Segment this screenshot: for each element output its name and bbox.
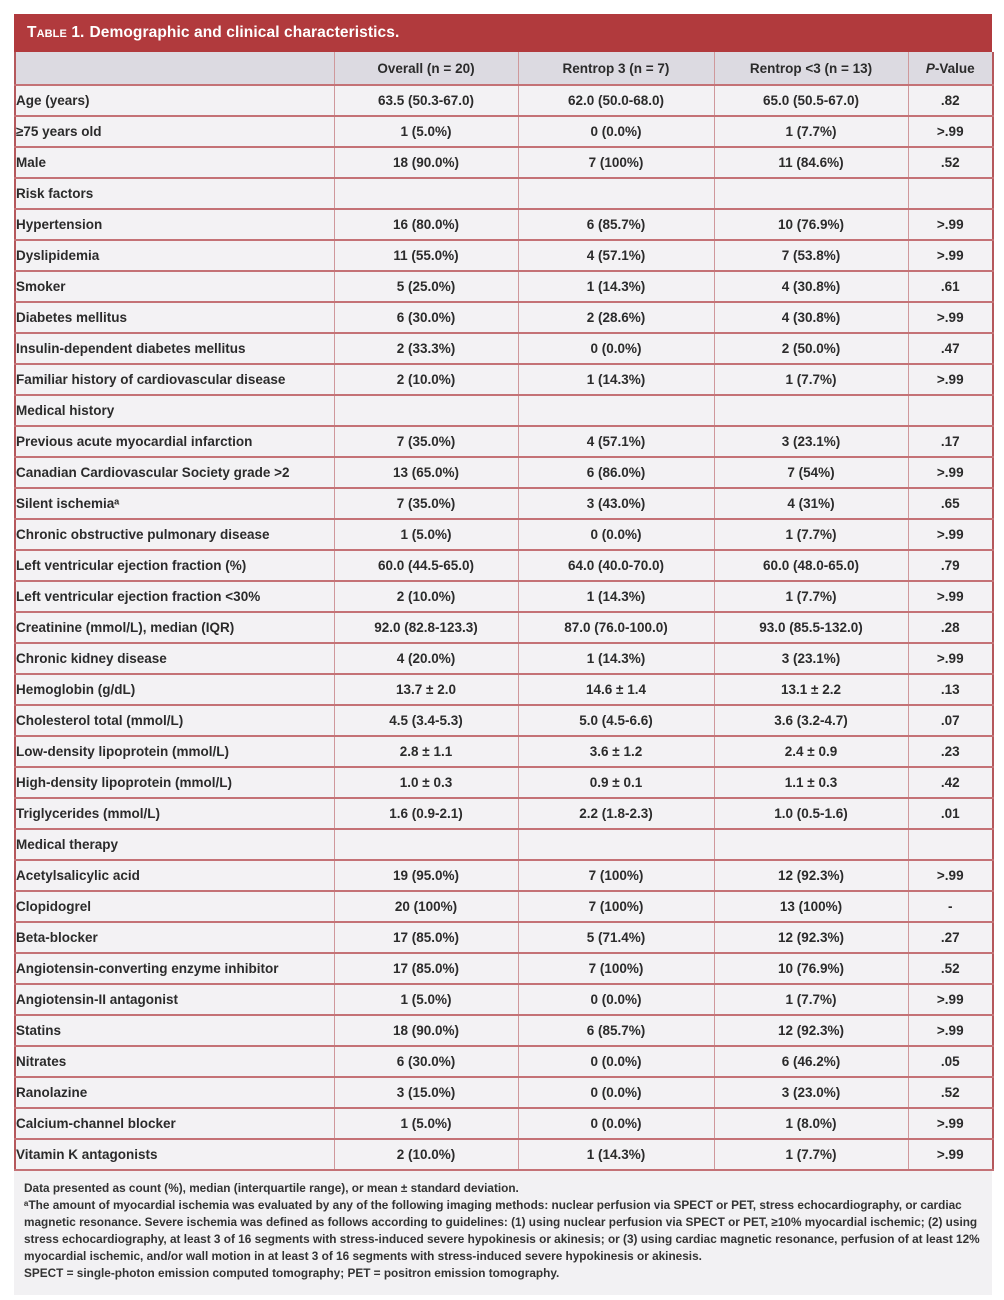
row-label: Vitamin K antagonists [15, 1139, 334, 1170]
cell-rentrop-lt3 [714, 395, 908, 426]
cell-pvalue: >.99 [908, 581, 993, 612]
cell-rentrop3: 1 (14.3%) [518, 581, 714, 612]
cell-rentrop-lt3: 10 (76.9%) [714, 209, 908, 240]
row-label: Angiotensin-converting enzyme inhibitor [15, 953, 334, 984]
cell-overall: 20 (100%) [334, 891, 518, 922]
cell-rentrop3: 0 (0.0%) [518, 1077, 714, 1108]
cell-overall: 7 (35.0%) [334, 488, 518, 519]
cell-pvalue: .42 [908, 767, 993, 798]
table-row [15, 116, 993, 147]
table-row [15, 333, 993, 364]
table-row [15, 922, 993, 953]
row-label: Male [15, 147, 334, 178]
table-row [15, 519, 993, 550]
row-label: Nitrates [15, 1046, 334, 1077]
cell-rentrop3 [518, 178, 714, 209]
cell-rentrop3: 0 (0.0%) [518, 1108, 714, 1139]
row-label: Chronic obstructive pulmonary disease [15, 519, 334, 550]
cell-pvalue: .52 [908, 1077, 993, 1108]
cell-overall: 18 (90.0%) [334, 147, 518, 178]
table-row [15, 457, 993, 488]
table-row [15, 209, 993, 240]
cell-overall: 1.6 (0.9-2.1) [334, 798, 518, 829]
table-row [15, 1046, 993, 1077]
cell-overall: 1 (5.0%) [334, 984, 518, 1015]
cell-overall: 6 (30.0%) [334, 1046, 518, 1077]
table-row [15, 302, 993, 333]
cell-overall: 13.7 ± 2.0 [334, 674, 518, 705]
table-title-bar [14, 14, 992, 52]
cell-overall: 92.0 (82.8-123.3) [334, 612, 518, 643]
cell-overall: 5 (25.0%) [334, 271, 518, 302]
cell-rentrop-lt3: 11 (84.6%) [714, 147, 908, 178]
table-row [15, 736, 993, 767]
table-row [15, 364, 993, 395]
column-header-rentrop-lt3: Rentrop <3 (n = 13) [714, 52, 908, 85]
cell-overall: 2 (10.0%) [334, 364, 518, 395]
cell-rentrop-lt3: 3 (23.1%) [714, 643, 908, 674]
cell-pvalue: .47 [908, 333, 993, 364]
cell-pvalue: .07 [908, 705, 993, 736]
cell-rentrop-lt3: 12 (92.3%) [714, 860, 908, 891]
pvalue-rest: -Value [934, 60, 975, 76]
cell-rentrop3: 7 (100%) [518, 860, 714, 891]
table-row [15, 426, 993, 457]
cell-rentrop-lt3: 2 (50.0%) [714, 333, 908, 364]
cell-rentrop3: 3 (43.0%) [518, 488, 714, 519]
cell-pvalue [908, 178, 993, 209]
cell-pvalue: .27 [908, 922, 993, 953]
cell-pvalue: >.99 [908, 1015, 993, 1046]
cell-rentrop3 [518, 395, 714, 426]
row-label: Dyslipidemia [15, 240, 334, 271]
cell-pvalue: .61 [908, 271, 993, 302]
cell-rentrop-lt3: 6 (46.2%) [714, 1046, 908, 1077]
cell-rentrop3: 62.0 (50.0-68.0) [518, 85, 714, 116]
cell-pvalue: >.99 [908, 116, 993, 147]
cell-rentrop-lt3 [714, 178, 908, 209]
table-title-text: Demographic and clinical characteristics. [89, 24, 400, 41]
table-row [15, 147, 993, 178]
footnote-abbreviations: SPECT = single-photon emission computed tomography; PET = positron emission tomography. [24, 1266, 560, 1281]
table-row [15, 643, 993, 674]
table-row [15, 271, 993, 302]
cell-rentrop3: 0 (0.0%) [518, 984, 714, 1015]
row-label: Previous acute myocardial infarction [15, 426, 334, 457]
cell-pvalue: >.99 [908, 240, 993, 271]
cell-rentrop-lt3: 3.6 (3.2-4.7) [714, 705, 908, 736]
cell-rentrop3: 3.6 ± 1.2 [518, 736, 714, 767]
section-header-row [15, 395, 993, 426]
table-row [15, 550, 993, 581]
cell-rentrop-lt3: 3 (23.0%) [714, 1077, 908, 1108]
cell-rentrop3: 7 (100%) [518, 891, 714, 922]
cell-overall: 1 (5.0%) [334, 519, 518, 550]
cell-pvalue: >.99 [908, 1108, 993, 1139]
cell-overall: 1 (5.0%) [334, 1108, 518, 1139]
cell-rentrop3: 6 (85.7%) [518, 209, 714, 240]
table-row [15, 488, 993, 519]
cell-overall: 4.5 (3.4-5.3) [334, 705, 518, 736]
cell-pvalue: .65 [908, 488, 993, 519]
cell-pvalue [908, 829, 993, 860]
cell-rentrop3: 7 (100%) [518, 147, 714, 178]
cell-pvalue: >.99 [908, 984, 993, 1015]
cell-rentrop3: 0 (0.0%) [518, 1046, 714, 1077]
table-number-label: Table 1. [27, 24, 85, 41]
cell-rentrop-lt3: 1 (7.7%) [714, 519, 908, 550]
cell-rentrop-lt3: 60.0 (48.0-65.0) [714, 550, 908, 581]
row-label: Beta-blocker [15, 922, 334, 953]
cell-pvalue: .17 [908, 426, 993, 457]
cell-rentrop3: 0 (0.0%) [518, 333, 714, 364]
row-label: Calcium-channel blocker [15, 1108, 334, 1139]
cell-rentrop3: 1 (14.3%) [518, 643, 714, 674]
cell-rentrop3: 1 (14.3%) [518, 271, 714, 302]
row-label: ≥75 years old [15, 116, 334, 147]
row-label: Chronic kidney disease [15, 643, 334, 674]
row-label: Silent ischemiaᵃ [15, 488, 334, 519]
row-label: Age (years) [15, 85, 334, 116]
cell-rentrop-lt3: 4 (30.8%) [714, 271, 908, 302]
table-row [15, 705, 993, 736]
table-row [15, 798, 993, 829]
cell-rentrop3: 14.6 ± 1.4 [518, 674, 714, 705]
column-header-row [15, 52, 993, 85]
footnote-ischemia-definition: ᵃThe amount of myocardial ischemia was evaluated by any of the following imaging methods: nuclear perfusion via SPECT or PET, stress echocardiography, or cardiac magnetic resonance. Severe ischemia was defined as follows according to guidelines: (1) using nuclear perfusion via SPECT or PET, ≥10% myocardial ischemic; (2) using stress echocardiography, at least 3 of 16 segments with stress-induced severe hypokinesis or akinesis; or (3) using cardiac magnetic resonance, perfusion of at least 12% myocardial ischemic, and/or wall motion in at least 3 of 16 segments with stress-induced severe hypokinesis or akinesis. [24, 1198, 980, 1264]
table-row [15, 953, 993, 984]
row-label: High-density lipoprotein (mmol/L) [15, 767, 334, 798]
row-label: Triglycerides (mmol/L) [15, 798, 334, 829]
column-header-rentrop3: Rentrop 3 (n = 7) [518, 52, 714, 85]
cell-overall: 6 (30.0%) [334, 302, 518, 333]
cell-rentrop3: 4 (57.1%) [518, 240, 714, 271]
cell-rentrop-lt3: 10 (76.9%) [714, 953, 908, 984]
cell-rentrop-lt3: 2.4 ± 0.9 [714, 736, 908, 767]
cell-overall: 1.0 ± 0.3 [334, 767, 518, 798]
row-label: Risk factors [15, 178, 334, 209]
cell-rentrop3: 0 (0.0%) [518, 116, 714, 147]
cell-pvalue: >.99 [908, 860, 993, 891]
cell-pvalue: >.99 [908, 519, 993, 550]
row-label: Canadian Cardiovascular Society grade >2 [15, 457, 334, 488]
cell-pvalue: .23 [908, 736, 993, 767]
cell-overall: 16 (80.0%) [334, 209, 518, 240]
table-figure [14, 14, 992, 1295]
table-row [15, 1077, 993, 1108]
cell-pvalue: >.99 [908, 302, 993, 333]
cell-rentrop-lt3: 65.0 (50.5-67.0) [714, 85, 908, 116]
cell-rentrop-lt3: 4 (31%) [714, 488, 908, 519]
cell-overall: 17 (85.0%) [334, 922, 518, 953]
cell-overall: 2 (33.3%) [334, 333, 518, 364]
column-header-empty [15, 52, 334, 85]
cell-pvalue [908, 395, 993, 426]
table-row [15, 1015, 993, 1046]
cell-pvalue: >.99 [908, 1139, 993, 1170]
cell-rentrop-lt3: 1 (8.0%) [714, 1108, 908, 1139]
cell-overall: 13 (65.0%) [334, 457, 518, 488]
table-row [15, 612, 993, 643]
cell-overall: 3 (15.0%) [334, 1077, 518, 1108]
table-row [15, 984, 993, 1015]
cell-rentrop3: 1 (14.3%) [518, 364, 714, 395]
cell-rentrop3: 1 (14.3%) [518, 1139, 714, 1170]
row-label: Cholesterol total (mmol/L) [15, 705, 334, 736]
row-label: Hemoglobin (g/dL) [15, 674, 334, 705]
cell-rentrop-lt3: 1 (7.7%) [714, 364, 908, 395]
pvalue-italic-p: P [925, 60, 935, 76]
cell-rentrop-lt3: 7 (54%) [714, 457, 908, 488]
cell-pvalue: .05 [908, 1046, 993, 1077]
cell-rentrop-lt3: 13.1 ± 2.2 [714, 674, 908, 705]
cell-rentrop-lt3: 1.1 ± 0.3 [714, 767, 908, 798]
row-label: Acetylsalicylic acid [15, 860, 334, 891]
table-row [15, 891, 993, 922]
table-row [15, 860, 993, 891]
cell-overall: 7 (35.0%) [334, 426, 518, 457]
cell-overall: 19 (95.0%) [334, 860, 518, 891]
cell-pvalue: .13 [908, 674, 993, 705]
cell-overall [334, 178, 518, 209]
cell-rentrop3: 5 (71.4%) [518, 922, 714, 953]
row-label: Smoker [15, 271, 334, 302]
cell-overall: 2.8 ± 1.1 [334, 736, 518, 767]
cell-overall: 11 (55.0%) [334, 240, 518, 271]
footnote-data-presentation: Data presented as count (%), median (interquartile range), or mean ± standard deviation. [24, 1181, 519, 1195]
cell-rentrop3: 6 (85.7%) [518, 1015, 714, 1046]
cell-pvalue: .52 [908, 147, 993, 178]
cell-pvalue: .28 [908, 612, 993, 643]
cell-overall: 63.5 (50.3-67.0) [334, 85, 518, 116]
cell-overall: 2 (10.0%) [334, 581, 518, 612]
cell-rentrop3: 6 (86.0%) [518, 457, 714, 488]
cell-pvalue: - [908, 891, 993, 922]
cell-rentrop3: 0 (0.0%) [518, 519, 714, 550]
table-row [15, 85, 993, 116]
row-label: Medical history [15, 395, 334, 426]
cell-pvalue: >.99 [908, 457, 993, 488]
row-label: Diabetes mellitus [15, 302, 334, 333]
cell-rentrop-lt3 [714, 829, 908, 860]
row-label: Statins [15, 1015, 334, 1046]
cell-pvalue: .01 [908, 798, 993, 829]
cell-rentrop-lt3: 1 (7.7%) [714, 581, 908, 612]
section-header-row [15, 178, 993, 209]
cell-rentrop-lt3: 4 (30.8%) [714, 302, 908, 333]
table-row [15, 674, 993, 705]
cell-rentrop-lt3: 3 (23.1%) [714, 426, 908, 457]
cell-pvalue: .52 [908, 953, 993, 984]
cell-rentrop-lt3: 12 (92.3%) [714, 922, 908, 953]
cell-overall [334, 829, 518, 860]
cell-rentrop-lt3: 1 (7.7%) [714, 116, 908, 147]
cell-rentrop-lt3: 12 (92.3%) [714, 1015, 908, 1046]
cell-overall: 1 (5.0%) [334, 116, 518, 147]
cell-overall: 60.0 (44.5-65.0) [334, 550, 518, 581]
table-row [15, 767, 993, 798]
cell-overall [334, 395, 518, 426]
row-label: Low-density lipoprotein (mmol/L) [15, 736, 334, 767]
cell-pvalue: .79 [908, 550, 993, 581]
row-label: Left ventricular ejection fraction <30% [15, 581, 334, 612]
row-label: Clopidogrel [15, 891, 334, 922]
row-label: Creatinine (mmol/L), median (IQR) [15, 612, 334, 643]
section-header-row [15, 829, 993, 860]
cell-overall: 2 (10.0%) [334, 1139, 518, 1170]
cell-overall: 17 (85.0%) [334, 953, 518, 984]
cell-rentrop3: 2.2 (1.8-2.3) [518, 798, 714, 829]
cell-rentrop3: 2 (28.6%) [518, 302, 714, 333]
cell-rentrop3: 7 (100%) [518, 953, 714, 984]
cell-rentrop-lt3: 7 (53.8%) [714, 240, 908, 271]
cell-rentrop-lt3: 1.0 (0.5-1.6) [714, 798, 908, 829]
column-header-pvalue [908, 52, 993, 85]
row-label: Hypertension [15, 209, 334, 240]
table-row [15, 1108, 993, 1139]
cell-rentrop3: 5.0 (4.5-6.6) [518, 705, 714, 736]
row-label: Ranolazine [15, 1077, 334, 1108]
table-footnotes [14, 1171, 992, 1295]
cell-rentrop3: 64.0 (40.0-70.0) [518, 550, 714, 581]
cell-pvalue: >.99 [908, 364, 993, 395]
table-row [15, 1139, 993, 1170]
cell-overall: 18 (90.0%) [334, 1015, 518, 1046]
cell-pvalue: >.99 [908, 209, 993, 240]
table-row [15, 240, 993, 271]
cell-overall: 4 (20.0%) [334, 643, 518, 674]
table-row [15, 581, 993, 612]
cell-pvalue: .82 [908, 85, 993, 116]
row-label: Medical therapy [15, 829, 334, 860]
cell-rentrop3: 0.9 ± 0.1 [518, 767, 714, 798]
cell-rentrop3 [518, 829, 714, 860]
row-label: Angiotensin-II antagonist [15, 984, 334, 1015]
row-label: Familiar history of cardiovascular disease [15, 364, 334, 395]
cell-pvalue: >.99 [908, 643, 993, 674]
cell-rentrop3: 4 (57.1%) [518, 426, 714, 457]
demographics-table [14, 52, 994, 1171]
cell-rentrop-lt3: 13 (100%) [714, 891, 908, 922]
column-header-overall: Overall (n = 20) [334, 52, 518, 85]
cell-rentrop-lt3: 93.0 (85.5-132.0) [714, 612, 908, 643]
cell-rentrop3: 87.0 (76.0-100.0) [518, 612, 714, 643]
cell-rentrop-lt3: 1 (7.7%) [714, 1139, 908, 1170]
cell-rentrop-lt3: 1 (7.7%) [714, 984, 908, 1015]
row-label: Insulin-dependent diabetes mellitus [15, 333, 334, 364]
row-label: Left ventricular ejection fraction (%) [15, 550, 334, 581]
